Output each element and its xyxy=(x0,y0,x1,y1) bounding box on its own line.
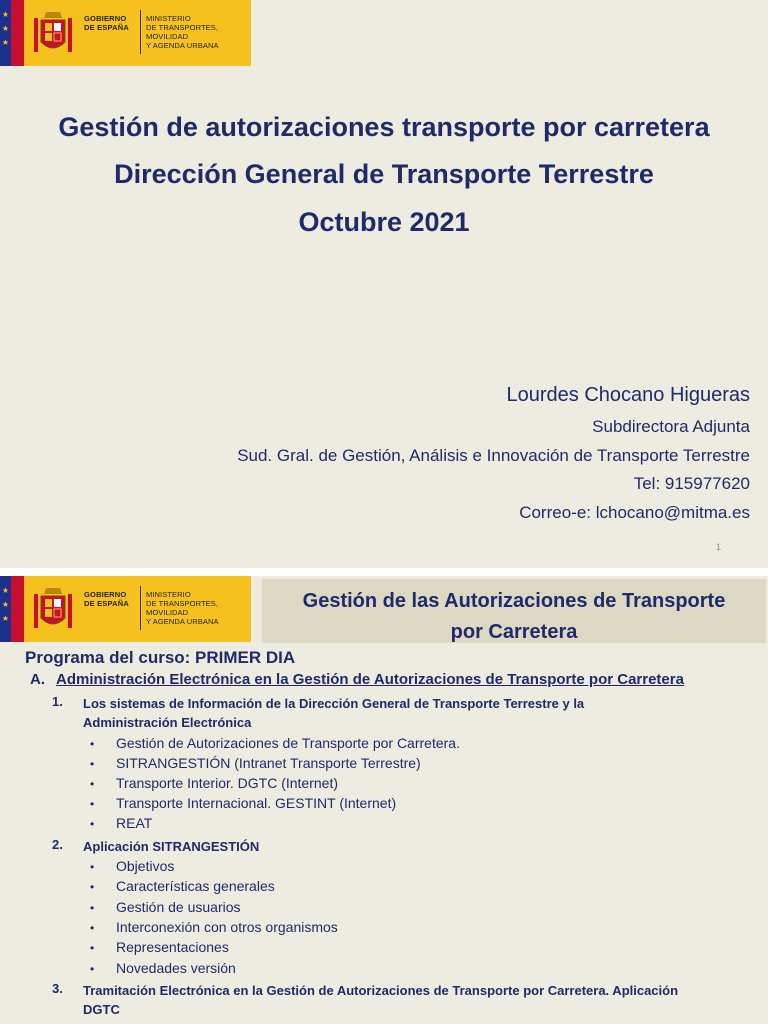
bullet-icon: • xyxy=(90,860,95,874)
gobierno-text xyxy=(84,590,129,608)
coat-of-arms-icon xyxy=(32,584,74,634)
list-item: REAT xyxy=(116,815,153,831)
list-item: Objetivos xyxy=(116,858,175,874)
list-item: Características generales xyxy=(116,878,275,894)
min-line: Y AGENDA URBANA xyxy=(146,41,219,50)
min-line: MINISTERIO xyxy=(146,14,191,23)
item-title-line: Administración Electrónica xyxy=(83,715,252,730)
gobierno-logo xyxy=(0,0,251,66)
spain-flag-strip xyxy=(11,576,24,642)
item-title xyxy=(83,981,763,1019)
bullet-icon: • xyxy=(90,817,95,831)
author-email: Correo-e: lchocano@mitma.es xyxy=(519,503,750,522)
gov-line: DE ESPAÑA xyxy=(84,23,130,32)
item-number: 3. xyxy=(52,981,63,996)
author-unit: Sud. Gral. de Gestión, Análisis e Innovación de Transporte Terrestre xyxy=(237,446,750,465)
bullet-icon: • xyxy=(90,962,95,976)
star-icon: ★ ★ ★ xyxy=(1,10,10,47)
ministerio-text xyxy=(146,590,251,626)
slide-2 xyxy=(0,576,768,1024)
item-title-line: DGTC xyxy=(83,1002,120,1017)
gobierno-text xyxy=(84,14,129,32)
item-number: 2. xyxy=(52,837,63,852)
bullet-icon: • xyxy=(90,757,95,771)
item-title-line: Aplicación SITRANGESTIÓN xyxy=(83,839,260,854)
program-heading: Programa del curso: PRIMER DIA xyxy=(25,648,296,667)
bullet-icon: • xyxy=(90,797,95,811)
item-title-line: Tramitación Electrónica en la Gestión de Autorizaciones de Transporte por Carretera. Aplicación xyxy=(83,983,679,998)
list-item: Transporte Internacional. GESTINT (Internet) xyxy=(116,795,397,811)
min-line: Y AGENDA URBANA xyxy=(146,617,219,626)
min-line: DE TRANSPORTES, MOVILIDAD xyxy=(146,599,219,617)
page-number: 1 xyxy=(715,542,721,552)
bullet-icon: • xyxy=(90,737,95,751)
title-line-2: Dirección General de Transporte Terrestre xyxy=(114,159,654,189)
title-line-1: Gestión de autorizaciones transporte por carretera xyxy=(58,112,710,142)
author-role: Subdirectora Adjunta xyxy=(592,417,750,436)
item-title xyxy=(83,837,763,856)
item-title xyxy=(83,694,763,732)
header-line-1: Gestión de las Autorizaciones de Transporte xyxy=(302,590,726,612)
gov-line: GOBIERNO xyxy=(84,14,127,23)
list-item: Transporte Interior. DGTC (Internet) xyxy=(116,775,338,791)
list-item: Gestión de usuarios xyxy=(116,899,241,915)
bullet-icon: • xyxy=(90,921,95,935)
bullet-icon: • xyxy=(90,941,95,955)
author-name: Lourdes Chocano Higueras xyxy=(506,384,750,406)
spain-flag-strip xyxy=(11,0,24,66)
author-phone: Tel: 915977620 xyxy=(633,474,750,493)
min-line: MINISTERIO xyxy=(146,590,191,599)
logo-divider xyxy=(140,10,141,54)
item-title-line: Los sistemas de Información de la Dirección General de Transporte Terrestre y la xyxy=(83,696,585,711)
gov-line: DE ESPAÑA xyxy=(84,599,130,608)
logo-divider xyxy=(140,586,141,630)
bullet-icon: • xyxy=(90,901,95,915)
gobierno-logo xyxy=(0,576,251,642)
item-number: 1. xyxy=(52,694,63,709)
bullet-icon: • xyxy=(90,880,95,894)
ministerio-text xyxy=(146,14,251,50)
list-item: Representaciones xyxy=(116,939,229,955)
coat-of-arms-icon xyxy=(32,8,74,58)
min-line: DE TRANSPORTES, MOVILIDAD xyxy=(146,23,219,41)
star-icon: ★ ★ ★ xyxy=(1,586,10,623)
list-item: Gestión de Autorizaciones de Transporte por Carretera. xyxy=(116,735,460,751)
bullet-icon: • xyxy=(90,777,95,791)
list-item: Interconexión con otros organismos xyxy=(116,919,338,935)
list-item: SITRANGESTIÓN (Intranet Transporte Terrestre) xyxy=(116,755,421,771)
title-line-3: Octubre 2021 xyxy=(298,207,470,237)
section-title: Administración Electrónica en la Gestión de Autorizaciones de Transporte por Carretera xyxy=(56,671,684,688)
list-item: Novedades versión xyxy=(116,960,236,976)
header-line-2: por Carretera xyxy=(450,621,578,643)
slide-header xyxy=(262,579,766,643)
gov-line: GOBIERNO xyxy=(84,590,127,599)
section-letter: A. xyxy=(30,671,45,688)
